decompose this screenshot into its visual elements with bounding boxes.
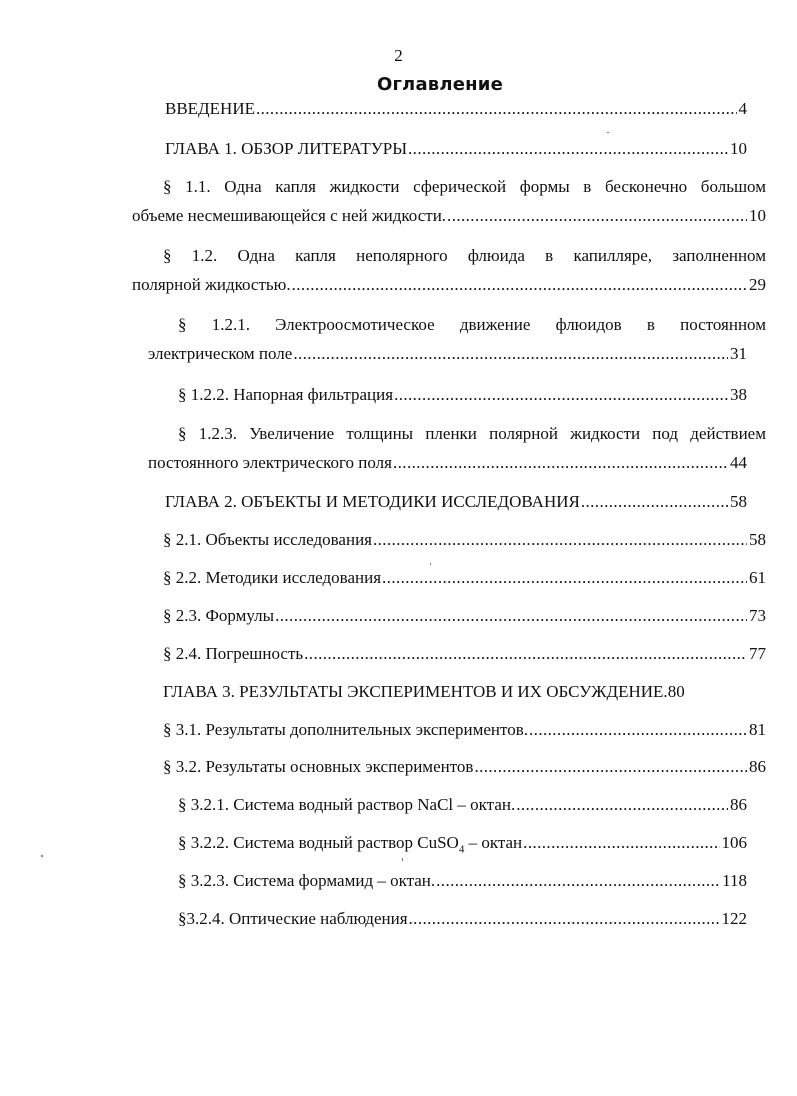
toc-entry-page: 86 [749, 757, 766, 776]
toc-entry-title: § 1.1. Одна капля жидкости сферической формы в бесконечно большом [163, 177, 766, 196]
leader-dots [393, 453, 728, 473]
toc-entry-title: ГЛАВА 1. ОБЗОР ЛИТЕРАТУРЫ [165, 139, 408, 158]
toc-entry-section-3-2-4[interactable] [178, 909, 747, 929]
toc-entry-section-2-3[interactable] [163, 606, 766, 626]
leader-dots [408, 139, 728, 159]
leader-dots [275, 606, 747, 626]
toc-entry-section-1-1[interactable] [132, 177, 766, 226]
toc-entry-page: 80 [667, 682, 685, 701]
leader-dots [516, 795, 728, 815]
leader-dots [292, 275, 747, 295]
leader-dots [382, 568, 747, 588]
scan-speck [607, 132, 609, 133]
toc-entry-page: 4 [738, 99, 747, 118]
toc-entry-page: 58 [749, 530, 766, 549]
toc-entry-title: § 3.2.3. Система формамид – октан. [178, 871, 436, 890]
toc-entry-section-1-2[interactable] [132, 246, 766, 295]
toc-entry-title: § 2.4. Погрешность [163, 644, 304, 663]
toc-entry-title: § 3.2. Результаты основных экспериментов [163, 757, 474, 776]
subscript: 4 [458, 843, 465, 856]
toc-entry-section-3-1[interactable] [163, 720, 766, 740]
toc-entry-page: 29 [749, 275, 766, 294]
toc-entry-title: § 2.3. Формулы [163, 606, 275, 625]
leader-dots [293, 344, 728, 364]
toc-title: Оглавление [376, 74, 504, 95]
leader-dots [447, 206, 747, 226]
toc-entry-chapter-3[interactable] [163, 682, 773, 702]
toc-entry-title: § 1.2.1. Электроосмотическое движение флюидов в постоянном [178, 315, 766, 334]
toc-entry-title: ГЛАВА 3. РЕЗУЛЬТАТЫ ЭКСПЕРИМЕНТОВ И ИХ ОБСУЖДЕНИЕ. [163, 682, 668, 701]
toc-entry-title: § 1.2.2. Напорная фильтрация [178, 385, 394, 404]
toc-entry-page: 81 [749, 720, 766, 739]
toc-entry-section-3-2-2[interactable] [178, 833, 747, 856]
toc-entry-section-1-2-1[interactable] [148, 315, 766, 364]
toc-entry-title-continued: электрическом поле [148, 344, 293, 363]
toc-entry-section-1-2-2[interactable] [178, 385, 747, 405]
toc-entry-title: ВВЕДЕНИЕ [165, 99, 255, 118]
toc-entry-page: 44 [730, 453, 747, 472]
leader-dots [256, 99, 737, 119]
leader-dots [474, 757, 747, 777]
leader-dots [581, 492, 728, 512]
toc-entry-title-continued: полярной жидкостью. [132, 275, 291, 294]
toc-entry-title-continued: объеме несмешивающейся с ней жидкости. [132, 206, 447, 225]
toc-entry-title: § 1.2. Одна капля неполярного флюида в капилляре, заполненном [163, 246, 766, 265]
toc-entry-title: § 1.2.3. Увеличение толщины пленки полярной жидкости под действием [178, 424, 766, 443]
toc-entry-section-3-2-1[interactable] [178, 795, 747, 815]
leader-dots [436, 871, 720, 891]
toc-entry-page: 10 [749, 206, 766, 225]
toc-entry-section-1-2-3[interactable] [148, 424, 766, 473]
toc-entry-page: 61 [749, 568, 766, 587]
toc-entry-page: 10 [730, 139, 747, 158]
toc-entry-title: ГЛАВА 2. ОБЪЕКТЫ И МЕТОДИКИ ИССЛЕДОВАНИЯ [165, 492, 580, 511]
toc-entry-title: § 3.2.2. Система водный раствор CuSO$_4$ – октан [178, 833, 523, 856]
toc-entry-page: 58 [730, 492, 747, 511]
toc-entry-title: § 2.1. Объекты исследования [163, 530, 372, 549]
toc-entry-section-3-2-3[interactable] [178, 871, 747, 891]
toc-entry-page: 73 [749, 606, 766, 625]
toc-entry-page: 86 [730, 795, 747, 814]
toc-entry-page: 122 [721, 909, 747, 928]
toc-entry-section-2-2[interactable] [163, 568, 766, 588]
scan-speck [402, 858, 403, 861]
scan-speck [430, 563, 431, 565]
toc-entry-title: § 2.2. Методики исследования [163, 568, 382, 587]
page-number: 2 [394, 46, 403, 65]
toc-entry-chapter-1[interactable] [165, 139, 747, 159]
leader-dots [409, 909, 720, 929]
leader-dots [373, 530, 747, 550]
toc-entry-page: 38 [730, 385, 747, 404]
toc-entry-section-2-4[interactable] [163, 644, 766, 664]
leader-dots [529, 720, 747, 740]
toc-entry-section-2-1[interactable] [163, 530, 766, 550]
toc-entry-section-3-2[interactable] [163, 757, 766, 777]
toc-entry-title-continued: постоянного электрического поля [148, 453, 392, 472]
toc-entry-page: 77 [749, 644, 766, 663]
toc-entry-page: 31 [730, 344, 747, 363]
leader-dots [394, 385, 728, 405]
leader-dots [304, 644, 747, 664]
toc-entry-page: 106 [721, 833, 747, 852]
toc-entry-title: § 3.1. Результаты дополнительных экспериментов. [163, 720, 529, 739]
toc-entry-title: § 3.2.1. Система водный раствор NaCl – октан. [178, 795, 516, 814]
toc-entry-page: 118 [722, 871, 747, 890]
toc-entry-chapter-2[interactable] [165, 492, 747, 512]
leader-dots [523, 833, 719, 853]
toc-entry-introduction[interactable] [165, 99, 747, 119]
toc-entry-title: §3.2.4. Оптические наблюдения [178, 909, 408, 928]
